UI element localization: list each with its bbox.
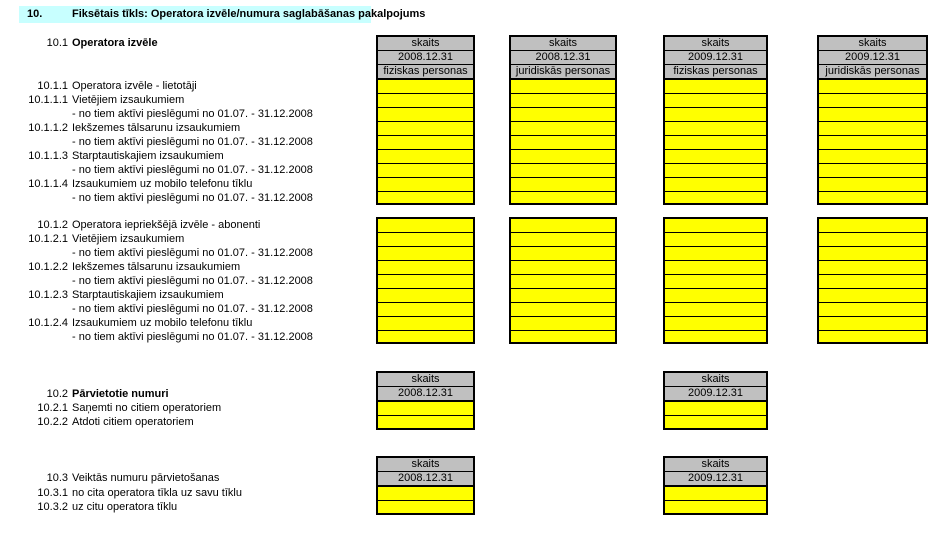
header-person-type: fiziskas personas <box>673 65 758 77</box>
input-cell[interactable] <box>511 80 615 94</box>
input-cell[interactable] <box>819 219 926 233</box>
row-number: 10.1.2 <box>37 219 68 231</box>
input-cell[interactable] <box>819 261 926 275</box>
header-date: 2008.12.31 <box>378 51 473 65</box>
row-label: - no tiem aktīvi pieslēgumi no 01.07. - 31.12.2008 <box>72 247 313 259</box>
input-cell[interactable] <box>378 108 473 122</box>
header-count: skaits <box>819 37 926 51</box>
input-cell[interactable] <box>511 108 615 122</box>
input-cell[interactable] <box>378 219 473 233</box>
input-cell[interactable] <box>378 247 473 261</box>
header-s102-col2 <box>663 371 768 402</box>
row-label: Iekšzemes tālsarunu izsaukumiem <box>72 122 241 134</box>
input-cell[interactable] <box>511 164 615 178</box>
input-cell[interactable] <box>378 487 473 501</box>
input-cell[interactable] <box>378 136 473 150</box>
input-cell[interactable] <box>511 136 615 150</box>
row-label: Izsaukumiem uz mobilo telefonu tīklu <box>72 178 253 190</box>
row-label: - no tiem aktīvi pieslēgumi no 01.07. - 31.12.2008 <box>72 108 313 120</box>
row-label: Saņemti no citiem operatoriem <box>72 402 222 414</box>
input-cell[interactable] <box>378 331 473 345</box>
input-block-103-col2 <box>663 485 768 515</box>
row-label: - no tiem aktīvi pieslēgumi no 01.07. - 31.12.2008 <box>72 164 313 176</box>
input-cell[interactable] <box>819 136 926 150</box>
input-cell[interactable] <box>511 233 615 247</box>
header-count: skaits <box>378 37 473 51</box>
input-block-103-col1 <box>376 485 475 515</box>
input-block-102-col1 <box>376 400 475 430</box>
input-block-1012-col4 <box>817 217 928 344</box>
header-person-type: juridiskās personas <box>515 65 611 77</box>
header-date: 2009.12.31 <box>665 51 766 65</box>
input-cell[interactable] <box>819 275 926 289</box>
input-cell[interactable] <box>378 303 473 317</box>
input-cell[interactable] <box>665 178 766 192</box>
header-col1 <box>376 35 475 80</box>
row-label: Vietējiem izsaukumiem <box>72 94 185 106</box>
input-cell[interactable] <box>819 289 926 303</box>
input-cell[interactable] <box>665 416 766 430</box>
input-cell[interactable] <box>511 247 615 261</box>
input-cell[interactable] <box>378 261 473 275</box>
row-label: - no tiem aktīvi pieslēgumi no 01.07. - 31.12.2008 <box>72 331 313 343</box>
input-block-1011-col3 <box>663 78 768 205</box>
input-cell[interactable] <box>819 303 926 317</box>
row-label: Izsaukumiem uz mobilo telefonu tīklu <box>72 317 253 329</box>
header-count: skaits <box>378 458 473 472</box>
row-number: 10.3.1 <box>37 487 68 499</box>
input-cell[interactable] <box>665 261 766 275</box>
input-cell[interactable] <box>819 233 926 247</box>
input-cell[interactable] <box>511 192 615 206</box>
header-col3 <box>663 35 768 80</box>
input-cell[interactable] <box>819 331 926 345</box>
input-cell[interactable] <box>378 192 473 206</box>
input-block-102-col2 <box>663 400 768 430</box>
input-cell[interactable] <box>665 136 766 150</box>
input-cell[interactable] <box>819 122 926 136</box>
input-cell[interactable] <box>819 317 926 331</box>
input-cell[interactable] <box>378 402 473 416</box>
input-cell[interactable] <box>511 261 615 275</box>
input-cell[interactable] <box>665 150 766 164</box>
input-cell[interactable] <box>378 275 473 289</box>
row-label: - no tiem aktīvi pieslēgumi no 01.07. - 31.12.2008 <box>72 303 313 315</box>
input-cell[interactable] <box>665 487 766 501</box>
row-label: Iekšzemes tālsarunu izsaukumiem <box>72 261 241 273</box>
input-cell[interactable] <box>378 416 473 430</box>
header-s103-col2 <box>663 456 768 487</box>
header-count: skaits <box>511 37 615 51</box>
s102-num: 10.2 <box>46 388 68 400</box>
input-cell[interactable] <box>511 178 615 192</box>
header-col2 <box>509 35 617 80</box>
input-cell[interactable] <box>665 501 766 515</box>
input-cell[interactable] <box>665 275 766 289</box>
section-number: 10. <box>27 8 43 20</box>
row-number: 10.1.1.3 <box>28 150 68 162</box>
input-cell[interactable] <box>378 164 473 178</box>
header-count: skaits <box>665 458 766 472</box>
input-cell[interactable] <box>819 150 926 164</box>
row-number: 10.1.1.2 <box>28 122 68 134</box>
header-person-type: juridiskās personas <box>825 65 920 77</box>
header-s103-col1 <box>376 456 475 487</box>
input-block-1011-col2 <box>509 78 617 205</box>
input-block-1011-col4 <box>817 78 928 205</box>
input-cell[interactable] <box>665 80 766 94</box>
row-label: uz citu operatora tīklu <box>72 501 178 513</box>
input-cell[interactable] <box>511 317 615 331</box>
input-cell[interactable] <box>511 122 615 136</box>
header-date: 2008.12.31 <box>511 51 615 65</box>
row-number: 10.1.1.1 <box>28 94 68 106</box>
input-cell[interactable] <box>665 122 766 136</box>
row-number: 10.1.1 <box>37 80 68 92</box>
row-label: - no tiem aktīvi pieslēgumi no 01.07. - 31.12.2008 <box>72 275 313 287</box>
s101-num: 10.1 <box>46 37 68 49</box>
input-cell[interactable] <box>665 289 766 303</box>
row-number: 10.1.1.4 <box>28 178 68 190</box>
input-cell[interactable] <box>665 219 766 233</box>
input-cell[interactable] <box>819 247 926 261</box>
input-cell[interactable] <box>665 233 766 247</box>
input-cell[interactable] <box>665 192 766 206</box>
input-cell[interactable] <box>819 164 926 178</box>
input-cell[interactable] <box>511 303 615 317</box>
input-cell[interactable] <box>665 94 766 108</box>
input-cell[interactable] <box>378 289 473 303</box>
row-number: 10.3.2 <box>37 501 68 513</box>
s103-num: 10.3 <box>46 472 68 484</box>
header-count: skaits <box>665 37 766 51</box>
input-cell[interactable] <box>511 289 615 303</box>
input-cell[interactable] <box>378 233 473 247</box>
input-cell[interactable] <box>378 80 473 94</box>
input-cell[interactable] <box>665 164 766 178</box>
input-cell[interactable] <box>378 317 473 331</box>
header-count: skaits <box>378 373 473 387</box>
row-number: 10.1.2.4 <box>28 317 68 329</box>
s103-label: Veiktās numuru pārvietošanas <box>72 472 220 484</box>
input-cell[interactable] <box>511 150 615 164</box>
header-s102-col1 <box>376 371 475 402</box>
input-cell[interactable] <box>665 108 766 122</box>
row-label: Operatora izvēle - lietotāji <box>72 80 197 92</box>
header-date: 2008.12.31 <box>397 387 454 399</box>
row-number: 10.2.2 <box>37 416 68 428</box>
row-label: Atdoti citiem operatoriem <box>72 416 194 428</box>
input-cell[interactable] <box>665 303 766 317</box>
input-block-1012-col3 <box>663 217 768 344</box>
input-cell[interactable] <box>378 501 473 515</box>
header-date: 2009.12.31 <box>819 51 926 65</box>
input-cell[interactable] <box>511 219 615 233</box>
row-label: Starptautiskajiem izsaukumiem <box>72 150 224 162</box>
row-number: 10.2.1 <box>37 402 68 414</box>
input-cell[interactable] <box>378 122 473 136</box>
header-count: skaits <box>665 373 766 387</box>
input-block-1012-col2 <box>509 217 617 344</box>
input-cell[interactable] <box>819 94 926 108</box>
input-cell[interactable] <box>665 317 766 331</box>
input-cell[interactable] <box>511 275 615 289</box>
input-cell[interactable] <box>819 108 926 122</box>
input-cell[interactable] <box>665 402 766 416</box>
input-cell[interactable] <box>819 80 926 94</box>
row-label: no cita operatora tīkla uz savu tīklu <box>72 487 242 499</box>
input-cell[interactable] <box>378 94 473 108</box>
row-label: Operatora iepriekšējā izvēle - abonenti <box>72 219 261 231</box>
row-label: Vietējiem izsaukumiem <box>72 233 185 245</box>
s102-label: Pārvietotie numuri <box>72 388 169 400</box>
row-number: 10.1.2.2 <box>28 261 68 273</box>
header-date: 2009.12.31 <box>687 472 744 484</box>
input-cell[interactable] <box>511 94 615 108</box>
row-number: 10.1.2.1 <box>28 233 68 245</box>
input-cell[interactable] <box>819 178 926 192</box>
input-cell[interactable] <box>378 150 473 164</box>
input-cell[interactable] <box>665 331 766 345</box>
header-col4 <box>817 35 928 80</box>
input-block-1011-col1 <box>376 78 475 205</box>
section-title: Fiksētais tīkls: Operatora izvēle/numura saglabāšanas pakalpojums <box>72 8 426 20</box>
row-number: 10.1.2.3 <box>28 289 68 301</box>
row-label: - no tiem aktīvi pieslēgumi no 01.07. - 31.12.2008 <box>72 136 313 148</box>
row-label: Starptautiskajiem izsaukumiem <box>72 289 224 301</box>
header-date: 2008.12.31 <box>397 472 454 484</box>
input-block-1012-col1 <box>376 217 475 344</box>
input-cell[interactable] <box>378 178 473 192</box>
header-person-type: fiziskas personas <box>383 65 468 77</box>
input-cell[interactable] <box>665 247 766 261</box>
header-date: 2009.12.31 <box>687 387 744 399</box>
input-cell[interactable] <box>819 192 926 206</box>
s101-label: Operatora izvēle <box>72 37 158 49</box>
input-cell[interactable] <box>511 331 615 345</box>
row-label: - no tiem aktīvi pieslēgumi no 01.07. - 31.12.2008 <box>72 192 313 204</box>
